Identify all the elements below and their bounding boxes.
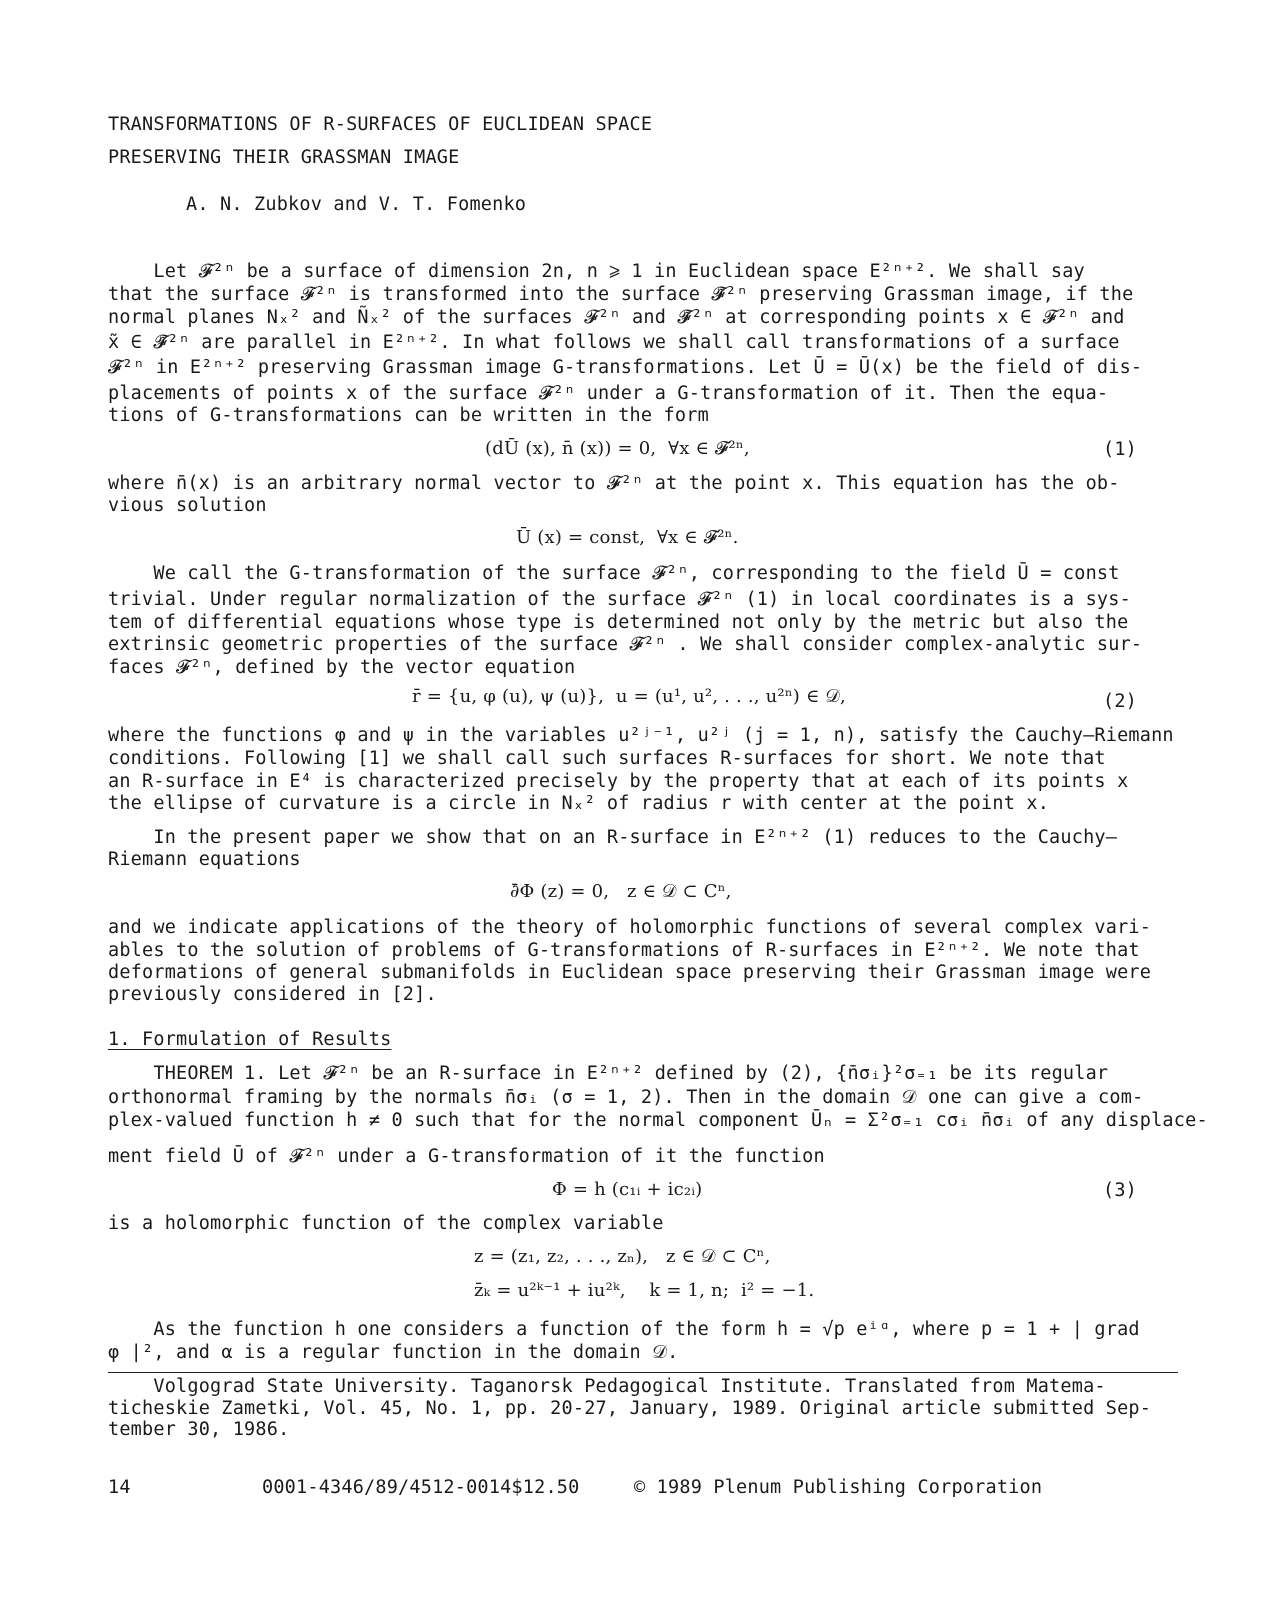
equation-1: (dŪ (x), n̄ (x)) = 0, ∀x ∈ 𝓕²ⁿ, <box>485 438 750 459</box>
text-line: Riemann equations <box>108 849 301 870</box>
text-line: 𝓕²ⁿ in E²ⁿ⁺² preserving Grassman image G-transformations. Let Ū = Ū(x) be the field of dis- <box>108 357 1143 378</box>
text-line: As the function h one considers a function of the form h = √p eⁱᵅ, where p = 1 + | grad <box>108 1319 1140 1340</box>
text-line: THEOREM 1. Let 𝓕²ⁿ be an R-surface in E²ⁿ⁺² defined by (2), {n̄σᵢ}²σ₌₁ be its regular <box>108 1063 1109 1084</box>
text-line: In the present paper we show that on an R-surface in E²ⁿ⁺² (1) reduces to the Cauchy– <box>108 827 1118 848</box>
footnote-divider <box>108 1372 1178 1373</box>
equation-2: r̄ = {u, φ (u), ψ (u)}, u = (u¹, u², . . ., u²ⁿ) ∈ 𝒟, <box>412 686 846 707</box>
equation-cauchy-riemann: ∂̄Φ (z) = 0, z ∈ 𝒟 ⊂ Cⁿ, <box>510 881 732 902</box>
page-number: 14 <box>108 1477 131 1498</box>
text-line: extrinsic geometric properties of the surface 𝓕²ⁿ . We shall consider complex-analytic sur- <box>108 634 1143 655</box>
text-line: We call the G-transformation of the surface 𝓕²ⁿ, corresponding to the field Ū = const <box>108 563 1120 584</box>
text-line: ables to the solution of problems of G-transformations of R-surfaces in E²ⁿ⁺². We note that <box>108 940 1140 961</box>
equation-3: Φ = h (c₁ᵢ + ic₂ᵢ) <box>552 1179 703 1200</box>
text-line: Let 𝓕²ⁿ be a surface of dimension 2n, n ⩾ 1 in Euclidean space E²ⁿ⁺². We shall say <box>108 261 1085 282</box>
equation-const: Ū (x) = const, ∀x ∈ 𝓕²ⁿ. <box>516 527 739 548</box>
text-line: orthonormal framing by the normals n̄σᵢ (σ = 1, 2). Then in the domain 𝒟 one can give a com- <box>108 1087 1144 1108</box>
authors: A. N. Zubkov and V. T. Fomenko <box>186 194 527 215</box>
text-line: faces 𝓕²ⁿ, defined by the vector equation <box>108 657 576 678</box>
text-line: plex-valued function h ≠ 0 such that for the normal component Ūₙ = Σ²σ₌₁ cσᵢ n̄σᵢ of any displace- <box>108 1110 1208 1131</box>
text-line: Volgograd State University. Taganorsk Pedagogical Institute. Translated from Matema- <box>108 1376 1106 1397</box>
text-line: ment field Ū of 𝓕²ⁿ under a G-transformation of it the function <box>108 1146 825 1167</box>
text-line: tions of G-transformations can be written in the form <box>108 405 709 426</box>
text-line: φ |², and α is a regular function in the domain 𝒟. <box>108 1342 679 1363</box>
equation-2-number: (2) <box>1103 691 1138 712</box>
text-line: placements of points x of the surface 𝓕²ⁿ under a G-transformation of it. Then the equa- <box>108 383 1109 404</box>
text-line: the ellipse of curvature is a circle in Nₓ² of radius r with center at the point x. <box>108 793 1050 814</box>
equation-z: z = (z₁, z₂, . . ., zₙ), z ∈ 𝒟 ⊂ Cⁿ, <box>474 1246 771 1267</box>
publication-code: 0001-4346/89/4512-0014$12.50 <box>262 1477 580 1498</box>
text-line: where n̄(x) is an arbitrary normal vector to 𝓕²ⁿ at the point x. This equation has the ob- <box>108 473 1120 494</box>
text-line: tember 30, 1986. <box>108 1419 290 1440</box>
paper-title-line-2: PRESERVING THEIR GRASSMAN IMAGE <box>108 147 460 168</box>
equation-1-number: (1) <box>1103 439 1138 460</box>
text-line: is a holomorphic function of the complex variable <box>108 1213 664 1234</box>
equation-zk: z̄ₖ = u²ᵏ⁻¹ + iu²ᵏ, k = 1, n; i² = −1. <box>474 1280 815 1301</box>
copyright: © 1989 Plenum Publishing Corporation <box>634 1477 1043 1498</box>
section-heading: 1. Formulation of Results <box>108 1029 392 1050</box>
text-line: an R-surface in E⁴ is characterized precisely by the property that at each of its points x <box>108 771 1129 792</box>
text-line: x̃ ∈ 𝓕̃²ⁿ are parallel in E²ⁿ⁺². In what follows we shall call transformations of a surface <box>108 332 1120 353</box>
text-line: deformations of general submanifolds in Euclidean space preserving their Grassman image were <box>108 962 1152 983</box>
equation-3-number: (3) <box>1103 1180 1138 1201</box>
text-line: that the surface 𝓕²ⁿ is transformed into the surface 𝓕̃²ⁿ preserving Grassman image, if the <box>108 284 1134 305</box>
text-line: and we indicate applications of the theory of holomorphic functions of several complex vari- <box>108 917 1152 938</box>
text-line: where the functions φ and ψ in the variables u²ʲ⁻¹, u²ʲ (j = 1, n), satisfy the Cauchy–Riemann <box>108 725 1174 746</box>
text-line: conditions. Following [1] we shall call such surfaces R-surfaces for short. We note that <box>108 748 1106 769</box>
text-line: ticheskie Zametki, Vol. 45, No. 1, pp. 20-27, January, 1989. Original article submitted Sep- <box>108 1398 1152 1419</box>
text-line: vious solution <box>108 495 267 516</box>
text-line: previously considered in [2]. <box>108 984 437 1005</box>
text-line: trivial. Under regular normalization of the surface 𝓕²ⁿ (1) in local coordinates is a sys- <box>108 589 1131 610</box>
paper-title-line-1: TRANSFORMATIONS OF R-SURFACES OF EUCLIDEAN SPACE <box>108 114 653 135</box>
text-line: tem of differential equations whose type is determined not only by the metric but also the <box>108 612 1129 633</box>
text-line: normal planes Nₓ² and Ñₓ² of the surfaces 𝓕²ⁿ and 𝓕̃²ⁿ at corresponding points x ∈ 𝓕²ⁿ and <box>108 307 1125 328</box>
